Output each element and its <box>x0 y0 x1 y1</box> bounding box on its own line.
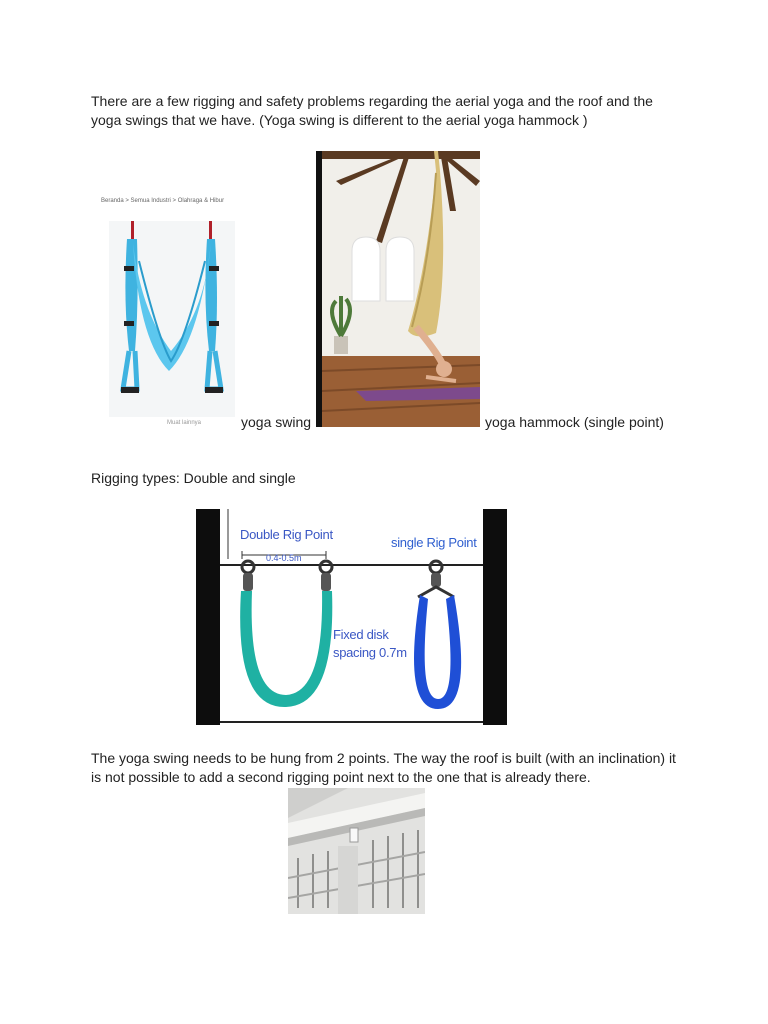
yoga-hammock-illustration <box>316 151 480 427</box>
more-images-link: Muat lainnya <box>167 420 202 426</box>
fixed-disk-label: Fixed disk <box>333 627 389 642</box>
single-rig-label: single Rig Point <box>391 535 477 550</box>
breadcrumb: Beranda > Semua Industri > Olahraga & Hibur <box>101 198 225 204</box>
yoga-swing-illustration <box>109 221 235 417</box>
yoga-hammock-image <box>316 151 480 427</box>
roof-image <box>288 788 425 914</box>
roof-illustration <box>288 788 425 914</box>
fixed-spacing-label: spacing 0.7m <box>333 645 407 660</box>
rigging-diagram <box>196 509 507 725</box>
rigging-types-paragraph: Rigging types: Double and single <box>91 470 296 486</box>
explanation-paragraph: The yoga swing needs to be hung from 2 points. The way the roof is built (with an inclination) it is not possible to add a second rigging point next to the one that is already there. <box>91 750 676 785</box>
yoga-swing-caption: yoga swing <box>241 414 312 430</box>
intro-paragraph: There are a few rigging and safety problems regarding the aerial yoga and the roof and the yoga swings that we have. (Yoga swing is different to the aerial yoga hammock ) <box>91 93 653 128</box>
yoga-swing-image <box>97 193 239 429</box>
yoga-hammock-caption: yoga hammock (single point) <box>485 414 664 430</box>
yoga-swing-photo <box>109 221 235 417</box>
double-rig-label: Double Rig Point <box>240 527 333 542</box>
double-spacing-label: 0.4-0.5m <box>266 553 302 563</box>
